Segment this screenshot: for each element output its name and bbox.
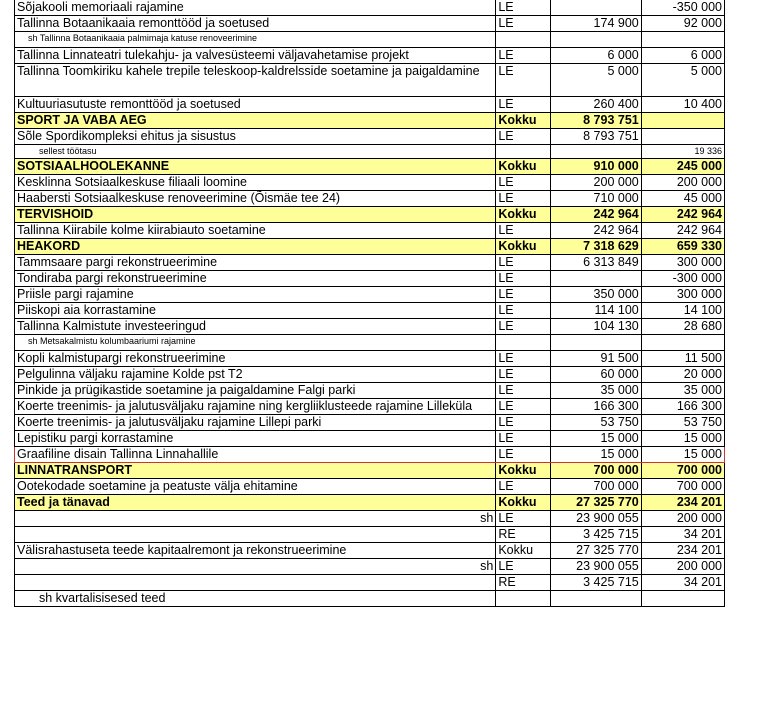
item-name-cell: Kopli kalmistupargi rekonstrueerimine <box>15 351 496 367</box>
fund-source-cell: LE <box>496 447 551 463</box>
total-cost-cell: 6 313 849 <box>551 255 641 271</box>
amount-cell: -300 000 <box>641 271 724 287</box>
amount-cell: 245 000 <box>641 159 724 175</box>
amount-cell: 234 201 <box>641 543 724 559</box>
total-cost-cell: 91 500 <box>551 351 641 367</box>
table-row <box>15 527 725 543</box>
amount-cell: 19 336 <box>641 145 724 159</box>
item-name-cell: Tondiraba pargi rekonstrueerimine <box>15 271 496 287</box>
table-row <box>15 64 725 97</box>
fund-source-cell: RE <box>496 527 551 543</box>
total-cost-cell: 15 000 <box>551 431 641 447</box>
total-cost-cell <box>551 32 641 48</box>
total-cost-cell <box>551 145 641 159</box>
amount-cell: 300 000 <box>641 255 724 271</box>
fund-source-cell: LE <box>496 287 551 303</box>
amount-cell: 15 000 <box>641 447 724 463</box>
item-name-cell: Koerte treenimis- ja jalutusväljaku rajamine Lillepi parki <box>15 415 496 431</box>
fund-source-cell: LE <box>496 223 551 239</box>
item-name-cell: sh Metsakalmistu kolumbaariumi rajamine <box>15 335 496 351</box>
budget-table <box>14 0 725 607</box>
amount-cell: 166 300 <box>641 399 724 415</box>
fund-source-cell: LE <box>496 415 551 431</box>
item-name-cell: Tallinna Kalmistute investeeringud <box>15 319 496 335</box>
table-row <box>15 287 725 303</box>
item-name-cell: Lepistiku pargi korrastamine <box>15 431 496 447</box>
table-row <box>15 383 725 399</box>
table-row <box>15 559 725 575</box>
fund-source-cell: LE <box>496 175 551 191</box>
fund-source-cell: LE <box>496 129 551 145</box>
item-name-cell: Kultuuriasutuste remonttööd ja soetused <box>15 97 496 113</box>
fund-source-cell: LE <box>496 319 551 335</box>
amount-cell: 200 000 <box>641 559 724 575</box>
item-name-cell: Teed ja tänavad <box>15 495 496 511</box>
item-name-cell: Haabersti Sotsiaalkeskuse renoveerimine (Õismäe tee 24) <box>15 191 496 207</box>
fund-source-cell: LE <box>496 255 551 271</box>
amount-cell <box>641 591 724 607</box>
table-row <box>15 367 725 383</box>
item-name-cell: sh Tallinna Botaanikaaia palmimaja katuse renoveerimine <box>15 32 496 48</box>
item-name-cell: Tallinna Botaanikaaia remonttööd ja soetused <box>15 16 496 32</box>
total-cost-cell: 23 900 055 <box>551 559 641 575</box>
total-cost-cell: 910 000 <box>551 159 641 175</box>
item-name-cell: sellest töötasu <box>15 145 496 159</box>
total-cost-cell: 104 130 <box>551 319 641 335</box>
table-row <box>15 447 725 463</box>
fund-source-cell <box>496 32 551 48</box>
total-cost-cell: 700 000 <box>551 463 641 479</box>
fund-source-cell: LE <box>496 0 551 16</box>
amount-cell: 200 000 <box>641 511 724 527</box>
table-row <box>15 191 725 207</box>
total-cost-cell: 242 964 <box>551 207 641 223</box>
table-row <box>15 129 725 145</box>
table-row <box>15 16 725 32</box>
amount-cell: 53 750 <box>641 415 724 431</box>
amount-cell: 200 000 <box>641 175 724 191</box>
item-name-cell: Piiskopi aia korrastamine <box>15 303 496 319</box>
fund-source-cell: LE <box>496 511 551 527</box>
table-row <box>15 319 725 335</box>
total-cost-cell <box>551 0 641 16</box>
table-row <box>15 399 725 415</box>
total-cost-cell: 3 425 715 <box>551 527 641 543</box>
item-name-cell: sh <box>15 559 496 575</box>
fund-source-cell: RE <box>496 575 551 591</box>
table-row <box>15 335 725 351</box>
fund-source-cell: LE <box>496 431 551 447</box>
amount-cell: 45 000 <box>641 191 724 207</box>
table-row <box>15 145 725 159</box>
total-cost-cell: 27 325 770 <box>551 495 641 511</box>
amount-cell: 234 201 <box>641 495 724 511</box>
amount-cell: 34 201 <box>641 527 724 543</box>
total-cost-cell: 3 425 715 <box>551 575 641 591</box>
total-cost-cell: 8 793 751 <box>551 113 641 129</box>
amount-cell <box>641 129 724 145</box>
total-cost-cell: 700 000 <box>551 479 641 495</box>
total-cost-cell: 15 000 <box>551 447 641 463</box>
fund-source-cell <box>496 335 551 351</box>
item-name-cell: Tallinna Kiirabile kolme kiirabiauto soetamine <box>15 223 496 239</box>
item-name-cell: sh <box>15 511 496 527</box>
total-cost-cell <box>551 335 641 351</box>
table-row <box>15 591 725 607</box>
budget-table-body <box>15 0 725 607</box>
table-row <box>15 431 725 447</box>
amount-cell: 700 000 <box>641 463 724 479</box>
table-row <box>15 575 725 591</box>
item-name-cell: SOTSIAALHOOLEKANNE <box>15 159 496 175</box>
item-name-cell <box>15 527 496 543</box>
amount-cell: 15 000 <box>641 431 724 447</box>
total-cost-cell: 242 964 <box>551 223 641 239</box>
amount-cell <box>641 113 724 129</box>
amount-cell: 20 000 <box>641 367 724 383</box>
amount-cell: 242 964 <box>641 223 724 239</box>
fund-source-cell: LE <box>496 351 551 367</box>
table-row <box>15 0 725 16</box>
total-cost-cell: 8 793 751 <box>551 129 641 145</box>
item-name-cell: SPORT JA VABA AEG <box>15 113 496 129</box>
fund-source-cell: LE <box>496 97 551 113</box>
total-cost-cell: 174 900 <box>551 16 641 32</box>
amount-cell: 6 000 <box>641 48 724 64</box>
fund-source-cell <box>496 591 551 607</box>
table-row <box>15 223 725 239</box>
fund-source-cell: LE <box>496 16 551 32</box>
amount-cell: 35 000 <box>641 383 724 399</box>
total-cost-cell: 350 000 <box>551 287 641 303</box>
total-cost-cell: 53 750 <box>551 415 641 431</box>
section-row <box>15 495 725 511</box>
total-cost-cell: 260 400 <box>551 97 641 113</box>
amount-cell: 242 964 <box>641 207 724 223</box>
item-name-cell: Sõjakooli memoriaali rajamine <box>15 0 496 16</box>
item-name-cell: Tallinna Linnateatri tulekahju- ja valvesüsteemi väljavahetamise projekt <box>15 48 496 64</box>
total-cost-cell <box>551 591 641 607</box>
fund-source-cell: LE <box>496 479 551 495</box>
item-name-cell: Graafiline disain Tallinna Linnahallile <box>15 447 496 463</box>
table-row <box>15 175 725 191</box>
item-name-cell: Kesklinna Sotsiaalkeskuse filiaali loomine <box>15 175 496 191</box>
fund-source-cell: Kokku <box>496 207 551 223</box>
table-row <box>15 351 725 367</box>
item-name-cell: Pinkide ja prügikastide soetamine ja paigaldamine Falgi parki <box>15 383 496 399</box>
table-row <box>15 415 725 431</box>
section-row <box>15 113 725 129</box>
section-row <box>15 463 725 479</box>
fund-source-cell: LE <box>496 383 551 399</box>
amount-cell: 5 000 <box>641 64 724 97</box>
fund-source-cell: Kokku <box>496 239 551 255</box>
item-name-cell: Pelgulinna väljaku rajamine Kolde pst T2 <box>15 367 496 383</box>
item-name-cell: Tallinna Toomkiriku kahele trepile teleskoop-kaldrelsside soetamine ja paigaldamine <box>15 64 496 97</box>
total-cost-cell: 60 000 <box>551 367 641 383</box>
table-row <box>15 511 725 527</box>
fund-source-cell: LE <box>496 48 551 64</box>
total-cost-cell: 166 300 <box>551 399 641 415</box>
section-row <box>15 207 725 223</box>
total-cost-cell: 27 325 770 <box>551 543 641 559</box>
table-row <box>15 479 725 495</box>
section-row <box>15 239 725 255</box>
fund-source-cell: LE <box>496 367 551 383</box>
fund-source-cell: LE <box>496 271 551 287</box>
amount-cell: 92 000 <box>641 16 724 32</box>
fund-source-cell: Kokku <box>496 543 551 559</box>
fund-source-cell: Kokku <box>496 159 551 175</box>
total-cost-cell: 23 900 055 <box>551 511 641 527</box>
fund-source-cell <box>496 145 551 159</box>
item-name-cell <box>15 575 496 591</box>
fund-source-cell: LE <box>496 64 551 97</box>
amount-cell: 28 680 <box>641 319 724 335</box>
table-row <box>15 32 725 48</box>
table-row <box>15 303 725 319</box>
item-name-cell: Tammsaare pargi rekonstrueerimine <box>15 255 496 271</box>
total-cost-cell: 710 000 <box>551 191 641 207</box>
table-row <box>15 255 725 271</box>
fund-source-cell: Kokku <box>496 463 551 479</box>
amount-cell: 11 500 <box>641 351 724 367</box>
item-name-cell: HEAKORD <box>15 239 496 255</box>
table-row <box>15 48 725 64</box>
table-row <box>15 97 725 113</box>
amount-cell: 700 000 <box>641 479 724 495</box>
item-name-cell: Ootekodade soetamine ja peatuste välja ehitamine <box>15 479 496 495</box>
total-cost-cell: 5 000 <box>551 64 641 97</box>
amount-cell: 300 000 <box>641 287 724 303</box>
fund-source-cell: LE <box>496 303 551 319</box>
item-name-cell: Sõle Spordikompleksi ehitus ja sisustus <box>15 129 496 145</box>
table-row <box>15 543 725 559</box>
total-cost-cell: 200 000 <box>551 175 641 191</box>
total-cost-cell: 114 100 <box>551 303 641 319</box>
total-cost-cell: 6 000 <box>551 48 641 64</box>
amount-cell: 14 100 <box>641 303 724 319</box>
item-name-cell: Koerte treenimis- ja jalutusväljaku rajamine ning kergliiklusteede rajamine Lilleküla <box>15 399 496 415</box>
total-cost-cell <box>551 271 641 287</box>
section-row <box>15 159 725 175</box>
item-name-cell: LINNATRANSPORT <box>15 463 496 479</box>
item-name-cell: sh kvartalisisesed teed <box>15 591 496 607</box>
amount-cell <box>641 32 724 48</box>
item-name-cell: Välisrahastuseta teede kapitaalremont ja rekonstrueerimine <box>15 543 496 559</box>
item-name-cell: Priisle pargi rajamine <box>15 287 496 303</box>
fund-source-cell: LE <box>496 399 551 415</box>
item-name-cell: TERVISHOID <box>15 207 496 223</box>
total-cost-cell: 7 318 629 <box>551 239 641 255</box>
amount-cell: -350 000 <box>641 0 724 16</box>
amount-cell: 10 400 <box>641 97 724 113</box>
amount-cell <box>641 335 724 351</box>
amount-cell: 34 201 <box>641 575 724 591</box>
fund-source-cell: Kokku <box>496 495 551 511</box>
total-cost-cell: 35 000 <box>551 383 641 399</box>
amount-cell: 659 330 <box>641 239 724 255</box>
fund-source-cell: Kokku <box>496 113 551 129</box>
fund-source-cell: LE <box>496 559 551 575</box>
fund-source-cell: LE <box>496 191 551 207</box>
table-row <box>15 271 725 287</box>
